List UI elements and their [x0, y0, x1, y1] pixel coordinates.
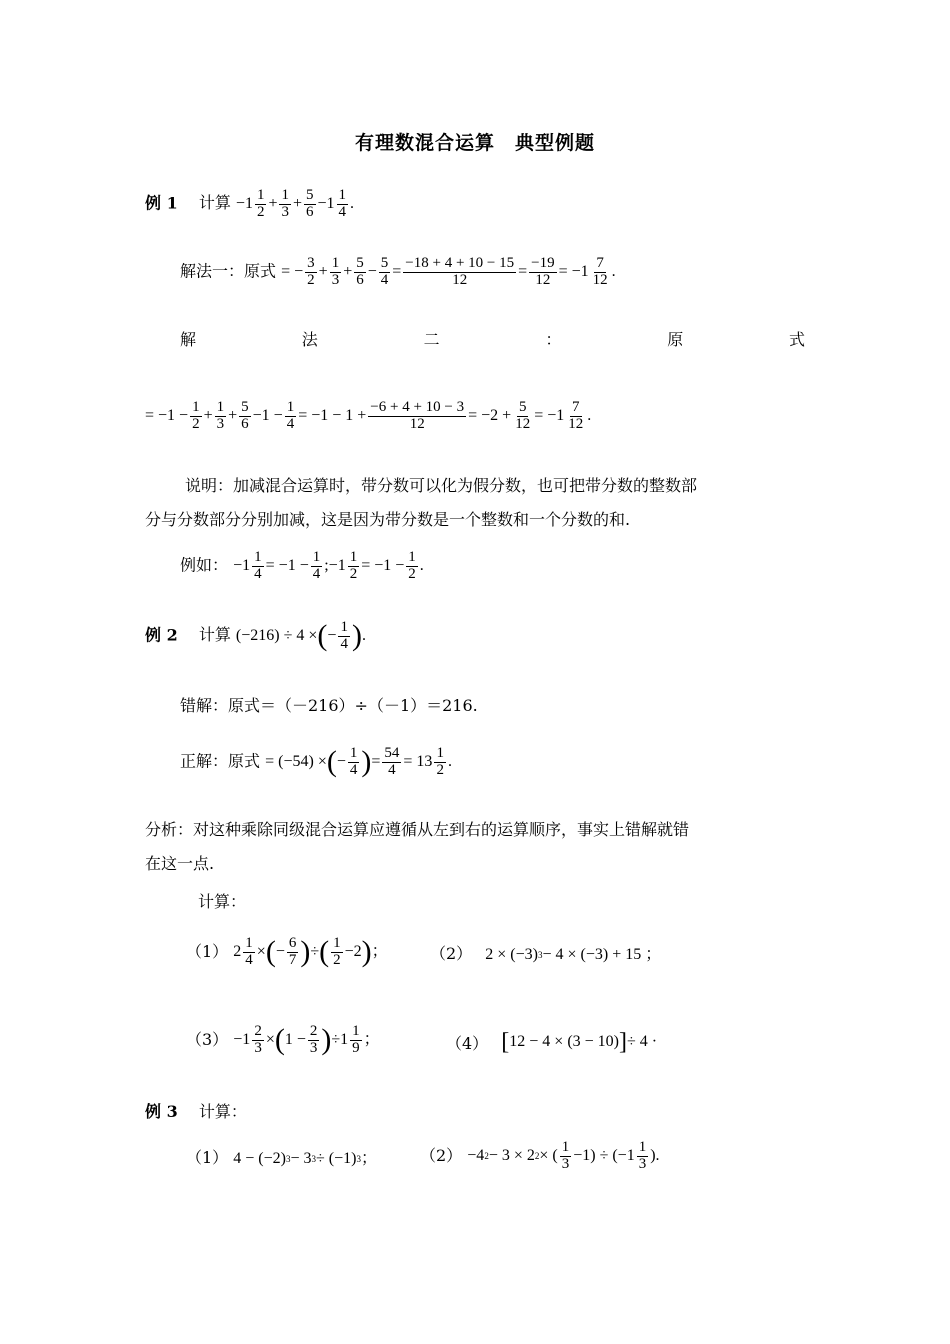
example-2-heading — [145, 620, 366, 653]
example-1-label: 例 1 — [145, 193, 178, 213]
example-3-item-1 — [186, 1146, 377, 1171]
example-for-instance — [180, 550, 424, 583]
practice-item-4 — [446, 1030, 657, 1056]
example-3-label: 例 3 — [145, 1102, 178, 1121]
example-2-label: 例 2 — [145, 625, 178, 645]
example-3-heading — [145, 1100, 247, 1124]
example-1-heading — [145, 188, 354, 221]
correct-solution-label: 正解：原式 — [180, 751, 261, 771]
example-2-expression: (−216) ÷ 4 × ( − $\frac{1}{4}$ ) . — [235, 619, 366, 653]
practice-item-1 — [186, 936, 388, 969]
correct-solution — [180, 746, 452, 779]
example-3-prompt: 计算： — [198, 1102, 247, 1121]
item-number: （1） — [186, 941, 229, 961]
sol2-char: 解 — [180, 330, 197, 349]
practice-item-2 — [430, 942, 661, 967]
example-1-solution-2-heading — [180, 328, 805, 352]
practice-label: 计算： — [198, 892, 247, 911]
practice-4-expression: [ 12 − 4 × (3 − 10) ] ÷ 4 · — [501, 1029, 658, 1055]
note-line-2: 分与分数部分分别加减，这是因为带分数是一个整数和一个分数的和. — [145, 510, 631, 529]
solution-2-expression: = −1 − $\frac{1}{2}$ + $\frac{1}{3}$ + $\frac{5}{6}$ −1 − $\frac{1}{4}$ = −1 − 1 + $\frac{-6 + 4 + 10 - 3}{12}$ = −2 + $\frac{5}{12}$ = −1 $\frac{7}{12}$ . — [145, 399, 592, 432]
sol2-char: 二 — [423, 330, 440, 349]
wrong-solution: 错解：原式＝（－216）÷（－1）＝216. — [180, 696, 478, 715]
practice-2-expression: 2 × (−3) 3 − 4 × (−3) + 15 ； — [485, 946, 662, 963]
item-number: （2） — [430, 944, 473, 963]
analysis-line-2: 在这一点. — [145, 854, 215, 873]
sol2-char: 式 — [788, 330, 805, 349]
practice-3-expression: −1 $\frac{2}{3}$ × ( 1 − $\frac{2}{3}$ ) ÷1 $\frac{1}{9}$ ； — [233, 1023, 380, 1057]
item-number: （4） — [446, 1034, 489, 1053]
item-number: （2） — [420, 1145, 463, 1165]
example-1-solution-1 — [180, 256, 616, 289]
example-3-item-2 — [420, 1140, 660, 1173]
for-instance-expression: −1 $\frac{1}{4}$ = −1 − $\frac{1}{4}$ ;−1 $\frac{1}{2}$ = −1 − $\frac{1}{2}$ . — [233, 549, 424, 582]
practice-item-3 — [186, 1024, 380, 1057]
correct-solution-expression: = (−54) × ( − $\frac{1}{4}$ ) = $\frac{54}{4}$ = 13 $\frac{1}{2}$ . — [265, 745, 452, 779]
for-instance-label: 例如： — [180, 555, 229, 575]
note-line-1: 说明：加减混合运算时，带分数可以化为假分数，也可把带分数的整数部 — [185, 476, 698, 495]
solution-1-expression: = − $\frac{3}{2}$ + $\frac{1}{3}$ + $\frac{5}{6}$ − $\frac{5}{4}$ = $\frac{-18 + 4 + 10 - 15}{12}$ = $\frac{-19}{12}$ = −1 $\frac{7}{12}$ . — [281, 255, 616, 288]
sol2-char: 法 — [301, 330, 318, 349]
page-title: 有理数混合运算 典型例题 — [354, 132, 595, 154]
example-3-item-1-expression: 4 − (−2) 3 − 3 3 ÷ (−1) 3 ； — [233, 1150, 377, 1167]
example-1-expression: −1 $\frac{1}{2}$ + $\frac{1}{3}$ + $\frac{5}{6}$ −1 $\frac{1}{4}$ . — [235, 187, 355, 220]
analysis-line-1: 分析：对这种乘除同级混合运算应遵循从左到右的运算顺序，事实上错解就错 — [145, 820, 690, 839]
solution-1-label: 解法一：原式 — [180, 261, 277, 281]
example-2-prompt: 计算 — [198, 625, 231, 645]
sol2-char: ： — [545, 330, 562, 349]
item-number: （1） — [186, 1148, 229, 1167]
example-1-prompt: 计算 — [198, 193, 231, 213]
practice-1-expression: 2 $\frac{1}{4}$ × ( − $\frac{6}{7}$ ) ÷ ( $\frac{1}{2}$ −2 ) ； — [233, 935, 388, 969]
sol2-char: 原 — [667, 330, 684, 349]
item-number: （3） — [186, 1029, 229, 1049]
example-3-item-2-expression: −4 2 − 3 × 2 2 × ( $\frac{1}{3}$ −1) ÷ (−1 $\frac{1}{3}$ ). — [467, 1139, 660, 1172]
